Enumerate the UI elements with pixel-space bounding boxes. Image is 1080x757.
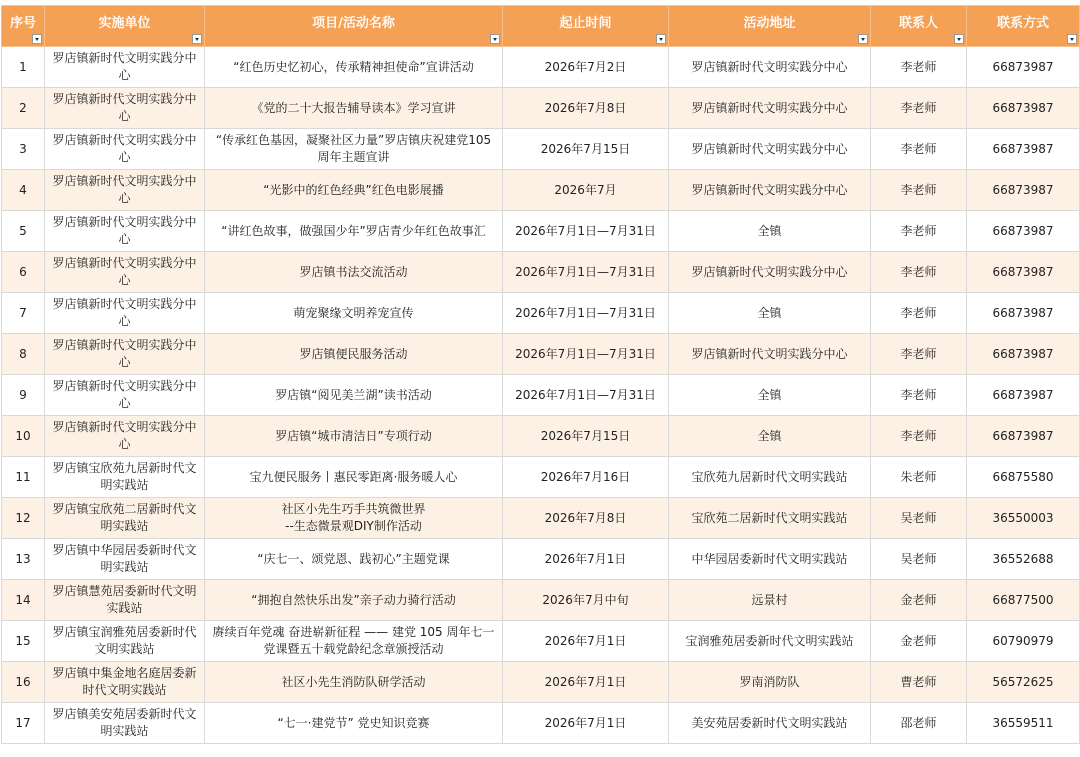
cell-dates[interactable]: 2026年7月15日 xyxy=(503,129,669,170)
cell-unit[interactable]: 罗店镇新时代文明实践分中心 xyxy=(45,88,205,129)
cell-dates[interactable]: 2026年7月 xyxy=(503,170,669,211)
table-row xyxy=(2,47,1080,88)
cell-activity[interactable]: “拥抱自然快乐出发”亲子动力骑行活动 xyxy=(205,580,503,621)
cell-phone[interactable]: 66873987 xyxy=(967,252,1080,293)
table-row xyxy=(2,539,1080,580)
filter-dropdown-icon[interactable] xyxy=(32,34,42,44)
cell-index[interactable]: 1 xyxy=(2,47,45,88)
cell-index[interactable]: 10 xyxy=(2,416,45,457)
cell-dates[interactable]: 2026年7月中旬 xyxy=(503,580,669,621)
cell-unit[interactable]: 罗店镇宝润雅苑居委新时代文明实践站 xyxy=(45,621,205,662)
cell-dates[interactable]: 2026年7月8日 xyxy=(503,498,669,539)
cell-address[interactable]: 宝欣苑二居新时代文明实践站 xyxy=(669,498,871,539)
cell-phone[interactable]: 66875580 xyxy=(967,457,1080,498)
cell-unit[interactable]: 罗店镇新时代文明实践分中心 xyxy=(45,334,205,375)
table-row xyxy=(2,457,1080,498)
cell-phone[interactable]: 56572625 xyxy=(967,662,1080,703)
cell-unit[interactable]: 罗店镇中华园居委新时代文明实践站 xyxy=(45,539,205,580)
header-label: 联系人 xyxy=(898,15,938,31)
cell-unit[interactable]: 罗店镇新时代文明实践分中心 xyxy=(45,47,205,88)
table-row xyxy=(2,334,1080,375)
cell-contact[interactable]: 朱老师 xyxy=(871,457,967,498)
table-row xyxy=(2,662,1080,703)
cell-address[interactable]: 远景村 xyxy=(669,580,871,621)
filter-dropdown-icon[interactable] xyxy=(1067,34,1077,44)
cell-dates[interactable]: 2026年7月2日 xyxy=(503,47,669,88)
cell-index[interactable]: 9 xyxy=(2,375,45,416)
cell-address[interactable]: 罗店镇新时代文明实践分中心 xyxy=(669,170,871,211)
cell-contact[interactable]: 李老师 xyxy=(871,47,967,88)
cell-unit[interactable]: 罗店镇新时代文明实践分中心 xyxy=(45,170,205,211)
cell-address[interactable]: 美安苑居委新时代文明实践站 xyxy=(669,703,871,744)
cell-contact[interactable]: 李老师 xyxy=(871,129,967,170)
cell-dates[interactable]: 2026年7月1日 xyxy=(503,539,669,580)
cell-phone[interactable]: 60790979 xyxy=(967,621,1080,662)
cell-phone[interactable]: 66873987 xyxy=(967,88,1080,129)
cell-activity[interactable]: “庆七一、颂党恩、践初心”主题党课 xyxy=(205,539,503,580)
col-header-activity xyxy=(205,6,503,47)
cell-contact[interactable]: 李老师 xyxy=(871,375,967,416)
cell-phone[interactable]: 66873987 xyxy=(967,416,1080,457)
table-row xyxy=(2,375,1080,416)
table-row xyxy=(2,580,1080,621)
cell-index[interactable]: 2 xyxy=(2,88,45,129)
table-row xyxy=(2,170,1080,211)
cell-index[interactable]: 11 xyxy=(2,457,45,498)
cell-activity[interactable]: 《党的二十大报告辅导读本》学习宣讲 xyxy=(205,88,503,129)
cell-address[interactable]: 罗店镇新时代文明实践分中心 xyxy=(669,47,871,88)
cell-activity[interactable]: 宝九便民服务丨惠民零距离·服务暖人心 xyxy=(205,457,503,498)
filter-dropdown-icon[interactable] xyxy=(858,34,868,44)
cell-address[interactable]: 罗南消防队 xyxy=(669,662,871,703)
cell-index[interactable]: 8 xyxy=(2,334,45,375)
col-header-unit xyxy=(45,6,205,47)
table-row xyxy=(2,88,1080,129)
cell-dates[interactable]: 2026年7月1日 xyxy=(503,662,669,703)
col-header-dates xyxy=(503,6,669,47)
cell-unit[interactable]: 罗店镇新时代文明实践分中心 xyxy=(45,211,205,252)
cell-contact[interactable]: 曹老师 xyxy=(871,662,967,703)
cell-phone[interactable]: 66873987 xyxy=(967,170,1080,211)
cell-activity[interactable]: “红色历史忆初心，传承精神担使命”宣讲活动 xyxy=(205,47,503,88)
cell-activity[interactable]: 赓续百年党魂 奋进崭新征程 —— 建党 105 周年七一党课暨五十载党龄纪念章颁授活动 xyxy=(205,621,503,662)
cell-phone[interactable]: 66873987 xyxy=(967,293,1080,334)
table-row xyxy=(2,129,1080,170)
cell-unit[interactable]: 罗店镇宝欣苑二居新时代文明实践站 xyxy=(45,498,205,539)
cell-contact[interactable]: 吴老师 xyxy=(871,498,967,539)
cell-activity[interactable]: “讲红色故事，做强国少年”罗店青少年红色故事汇 xyxy=(205,211,503,252)
cell-address[interactable]: 罗店镇新时代文明实践分中心 xyxy=(669,129,871,170)
table-body xyxy=(2,47,1080,744)
cell-unit[interactable]: 罗店镇慧苑居委新时代文明实践站 xyxy=(45,580,205,621)
filter-dropdown-icon[interactable] xyxy=(490,34,500,44)
cell-address[interactable]: 全镇 xyxy=(669,375,871,416)
filter-dropdown-icon[interactable] xyxy=(954,34,964,44)
cell-activity[interactable]: 罗店镇便民服务活动 xyxy=(205,334,503,375)
cell-phone[interactable]: 66873987 xyxy=(967,334,1080,375)
cell-phone[interactable]: 66873987 xyxy=(967,47,1080,88)
cell-index[interactable]: 3 xyxy=(2,129,45,170)
cell-address[interactable]: 罗店镇新时代文明实践分中心 xyxy=(669,88,871,129)
cell-phone[interactable]: 66873987 xyxy=(967,375,1080,416)
header-label: 起止时间 xyxy=(559,15,612,31)
cell-address[interactable]: 宝欣苑九居新时代文明实践站 xyxy=(669,457,871,498)
cell-phone[interactable]: 66873987 xyxy=(967,129,1080,170)
cell-address[interactable]: 全镇 xyxy=(669,416,871,457)
cell-index[interactable]: 5 xyxy=(2,211,45,252)
header-label: 活动地址 xyxy=(743,15,796,31)
cell-contact[interactable]: 李老师 xyxy=(871,252,967,293)
cell-index[interactable]: 16 xyxy=(2,662,45,703)
cell-phone[interactable]: 66873987 xyxy=(967,211,1080,252)
cell-activity[interactable]: 罗店镇“阅见美兰湖”读书活动 xyxy=(205,375,503,416)
cell-index[interactable]: 17 xyxy=(2,703,45,744)
cell-activity[interactable]: 社区小先生巧手共筑微世界 --生态微景观DIY制作活动 xyxy=(205,498,503,539)
cell-index[interactable]: 4 xyxy=(2,170,45,211)
cell-contact[interactable]: 李老师 xyxy=(871,88,967,129)
cell-dates[interactable]: 2026年7月8日 xyxy=(503,88,669,129)
cell-contact[interactable]: 李老师 xyxy=(871,170,967,211)
cell-contact[interactable]: 李老师 xyxy=(871,416,967,457)
cell-unit[interactable]: 罗店镇宝欣苑九居新时代文明实践站 xyxy=(45,457,205,498)
table-row xyxy=(2,498,1080,539)
cell-unit[interactable]: 罗店镇新时代文明实践分中心 xyxy=(45,416,205,457)
cell-phone[interactable]: 36559511 xyxy=(967,703,1080,744)
cell-dates[interactable]: 2026年7月15日 xyxy=(503,416,669,457)
cell-contact[interactable]: 李老师 xyxy=(871,334,967,375)
table-row xyxy=(2,293,1080,334)
cell-activity[interactable]: 罗店镇书法交流活动 xyxy=(205,252,503,293)
cell-index[interactable]: 15 xyxy=(2,621,45,662)
table-row xyxy=(2,252,1080,293)
table-row xyxy=(2,703,1080,744)
cell-activity[interactable]: 社区小先生消防队研学活动 xyxy=(205,662,503,703)
cell-index[interactable]: 12 xyxy=(2,498,45,539)
col-header-address xyxy=(669,6,871,47)
header-label: 项目/活动名称 xyxy=(312,15,395,31)
cell-contact[interactable]: 吴老师 xyxy=(871,539,967,580)
col-header-index xyxy=(2,6,45,47)
cell-address[interactable]: 宝润雅苑居委新时代文明实践站 xyxy=(669,621,871,662)
cell-unit[interactable]: 罗店镇新时代文明实践分中心 xyxy=(45,129,205,170)
cell-unit[interactable]: 罗店镇新时代文明实践分中心 xyxy=(45,293,205,334)
cell-dates[interactable]: 2026年7月1日—7月31日 xyxy=(503,334,669,375)
header-row xyxy=(2,6,1080,47)
filter-dropdown-icon[interactable] xyxy=(192,34,202,44)
cell-activity[interactable]: “传承红色基因，凝聚社区力量”罗店镇庆祝建党105周年主题宣讲 xyxy=(205,129,503,170)
cell-address[interactable]: 罗店镇新时代文明实践分中心 xyxy=(669,252,871,293)
spreadsheet xyxy=(1,5,1079,744)
cell-unit[interactable]: 罗店镇新时代文明实践分中心 xyxy=(45,252,205,293)
cell-dates[interactable]: 2026年7月16日 xyxy=(503,457,669,498)
cell-phone[interactable]: 36552688 xyxy=(967,539,1080,580)
cell-address[interactable]: 全镇 xyxy=(669,211,871,252)
header-label: 实施单位 xyxy=(98,15,151,31)
cell-unit[interactable]: 罗店镇新时代文明实践分中心 xyxy=(45,375,205,416)
cell-dates[interactable]: 2026年7月1日 xyxy=(503,703,669,744)
table-row xyxy=(2,416,1080,457)
cell-dates[interactable]: 2026年7月1日—7月31日 xyxy=(503,375,669,416)
cell-activity[interactable]: 萌宠聚缘文明养宠宣传 xyxy=(205,293,503,334)
cell-contact[interactable]: 金老师 xyxy=(871,621,967,662)
activity-table xyxy=(1,5,1080,744)
table-row xyxy=(2,211,1080,252)
cell-index[interactable]: 14 xyxy=(2,580,45,621)
cell-contact[interactable]: 金老师 xyxy=(871,580,967,621)
cell-contact[interactable]: 李老师 xyxy=(871,211,967,252)
cell-dates[interactable]: 2026年7月1日 xyxy=(503,621,669,662)
cell-address[interactable]: 罗店镇新时代文明实践分中心 xyxy=(669,334,871,375)
cell-phone[interactable]: 36550003 xyxy=(967,498,1080,539)
col-header-phone xyxy=(967,6,1080,47)
cell-index[interactable]: 6 xyxy=(2,252,45,293)
filter-dropdown-icon[interactable] xyxy=(656,34,666,44)
cell-unit[interactable]: 罗店镇中集金地名庭居委新时代文明实践站 xyxy=(45,662,205,703)
cell-phone[interactable]: 66877500 xyxy=(967,580,1080,621)
cell-index[interactable]: 13 xyxy=(2,539,45,580)
cell-contact[interactable]: 李老师 xyxy=(871,293,967,334)
cell-dates[interactable]: 2026年7月1日—7月31日 xyxy=(503,211,669,252)
cell-address[interactable]: 全镇 xyxy=(669,293,871,334)
cell-dates[interactable]: 2026年7月1日—7月31日 xyxy=(503,252,669,293)
cell-address[interactable]: 中华园居委新时代文明实践站 xyxy=(669,539,871,580)
cell-unit[interactable]: 罗店镇美安苑居委新时代文明实践站 xyxy=(45,703,205,744)
cell-index[interactable]: 7 xyxy=(2,293,45,334)
col-header-contact xyxy=(871,6,967,47)
table-row xyxy=(2,621,1080,662)
cell-dates[interactable]: 2026年7月1日—7月31日 xyxy=(503,293,669,334)
header-label: 联系方式 xyxy=(996,15,1049,31)
cell-activity[interactable]: “光影中的红色经典”红色电影展播 xyxy=(205,170,503,211)
header-label: 序号 xyxy=(9,15,36,31)
cell-contact[interactable]: 邵老师 xyxy=(871,703,967,744)
cell-activity[interactable]: “七一·建党节” 党史知识竞赛 xyxy=(205,703,503,744)
cell-activity[interactable]: 罗店镇“城市清洁日”专项行动 xyxy=(205,416,503,457)
